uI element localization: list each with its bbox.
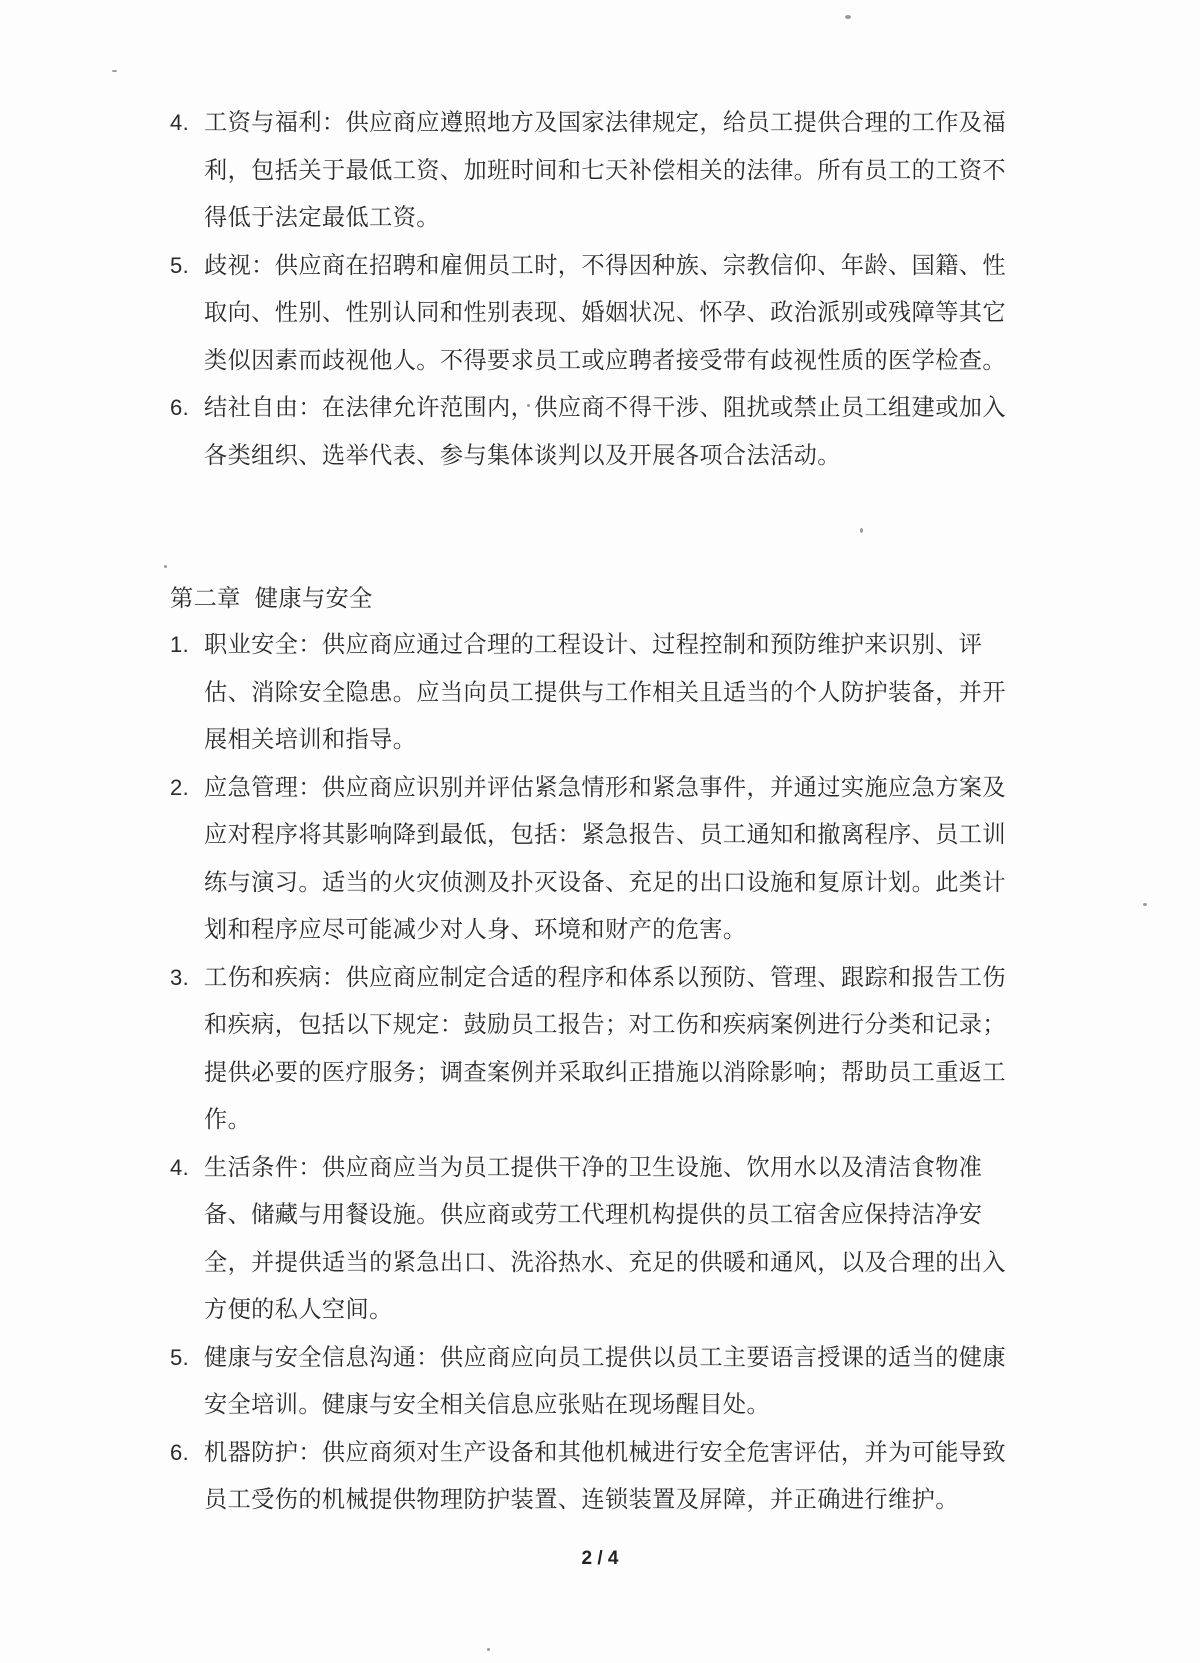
item-number: 5. [170,1344,190,1370]
item-number: 3. [170,964,190,990]
item-text: 应急管理：供应商应识别并评估紧急情形和紧急事件，并通过实施应急方案及应对程序将其影响降到最低，包括：紧急报告、员工通知和撤离程序、员工训练与演习。适当的火灾侦测及扑灭设备、充足的出口设施和复原计划。此类计划和程序应尽可能减少对人身、环境和财产的危害。 [204,773,1006,943]
list-item [170,954,1010,1144]
employment-list [170,99,1010,479]
item-number: 1. [170,632,190,657]
chapter-heading [170,575,373,622]
item-number: 4. [170,110,190,135]
page-number: 2 / 4 [581,1548,619,1569]
list-item [170,242,1010,385]
scan-speck [860,528,863,533]
scan-speck [1143,903,1147,906]
health-safety-list [170,621,1010,1524]
scan-speck [845,15,851,19]
item-number: 4. [170,1154,190,1180]
item-text: 工伤和疾病：供应商应制定合适的程序和体系以预防、管理、跟踪和报告工伤和疾病，包括以下规定：鼓励员工报告；对工伤和疾病案例进行分类和记录；提供必要的医疗服务；调查案例并采取纠正措施以消除影响；帮助员工重返工作。 [204,963,1006,1133]
chapter-title: 健康与安全 [254,585,373,612]
list-item [170,1144,1010,1334]
list-item [170,1429,1010,1524]
item-number: 2. [170,774,190,800]
list-item [170,1334,1010,1429]
scan-speck [487,1648,490,1651]
item-number: 5. [170,252,190,278]
item-text: 结社自由：在法律允许范围内，供应商不得干涉、阻扰或禁止员工组建或加入各类组织、选举代表、参与集体谈判以及开展各项合法活动。 [204,394,1006,469]
item-text: 健康与安全信息沟通：供应商应向员工提供以员工主要语言授课的适当的健康安全培训。健康与安全相关信息应张贴在现场醒目处。 [204,1343,1006,1418]
item-text: 工资与福利：供应商应遵照地方及国家法律规定，给员工提供合理的工作及福利，包括关于最低工资、加班时间和七天补偿相关的法律。所有员工的工资不得低于法定最低工资。 [204,109,1006,231]
list-item [170,99,1010,242]
item-number: 6. [170,1439,190,1465]
item-text: 机器防护：供应商须对生产设备和其他机械进行安全危害评估，并为可能导致员工受伤的机械提供物理防护装置、连锁装置及屏障，并正确进行维护。 [204,1438,1006,1513]
list-item [170,621,1010,764]
item-text: 歧视：供应商在招聘和雇佣员工时，不得因种族、宗教信仰、年龄、国籍、性取向、性别、性别认同和性别表现、婚姻状况、怀孕、政治派别或残障等其它类似因素而歧视他人。不得要求员工或应聘者接受带有歧视性质的医学检查。 [204,251,1006,374]
list-item [170,764,1010,954]
item-text: 生活条件：供应商应当为员工提供干净的卫生设施、饮用水以及清洁食物准备、储藏与用餐设施。供应商或劳工代理机构提供的员工宿舍应保持洁净安全，并提供适当的紧急出口、洗浴热水、充足的供暖和通风，以及合理的出入方便的私人空间。 [204,1153,1006,1323]
scan-speck [164,565,167,568]
item-number: 6. [170,395,190,420]
list-item [170,384,1010,479]
item-text: 职业安全：供应商应通过合理的工程设计、过程控制和预防维护来识别、评估、消除安全隐患。应当向员工提供与工作相关且适当的个人防护装备，并开展相关培训和指导。 [204,631,1006,753]
scan-speck [112,70,117,72]
chapter-label: 第二章 [170,585,241,612]
